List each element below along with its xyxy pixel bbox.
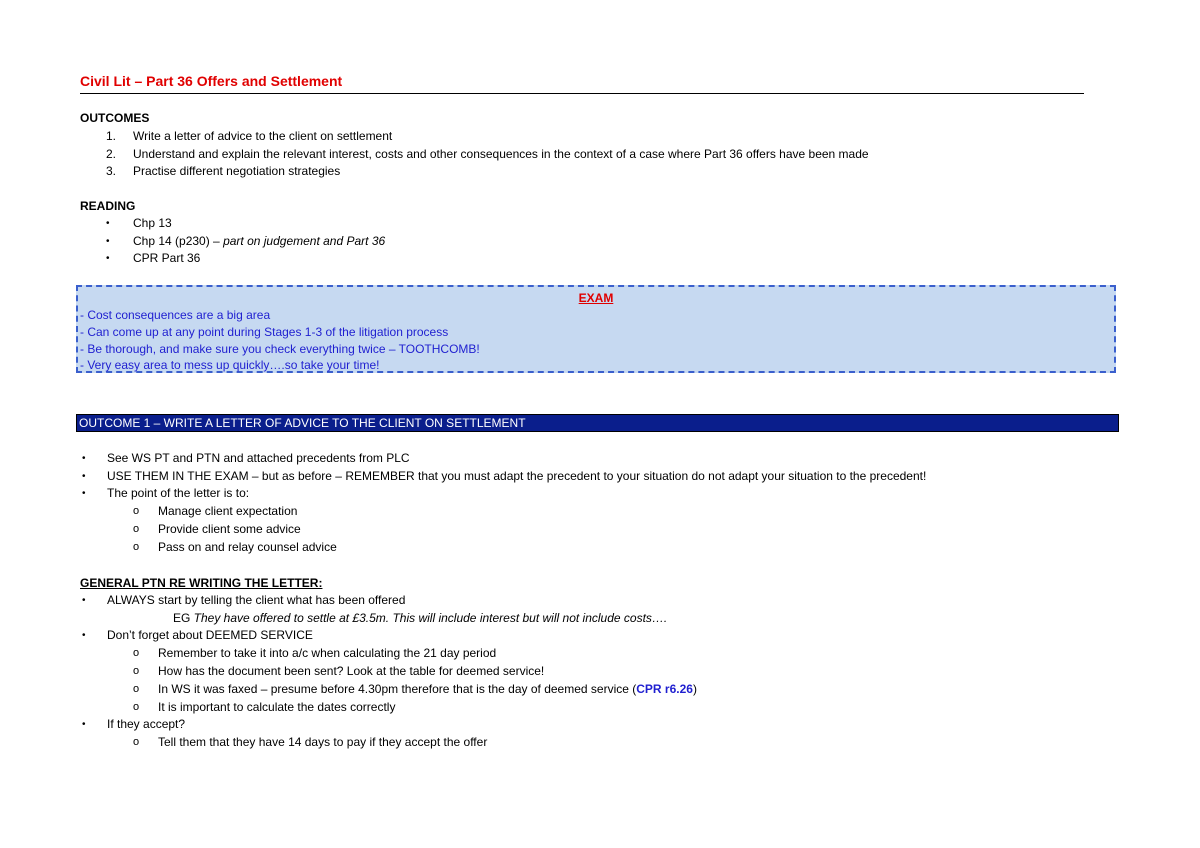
exam-callout [76, 285, 1116, 373]
general-point: Don’t forget about DEEMED SERVICE [107, 628, 313, 642]
outcome-1-banner: OUTCOME 1 – WRITE A LETTER OF ADVICE TO THE CLIENT ON SETTLEMENT [76, 414, 1119, 432]
outcome-item: Write a letter of advice to the client on settlement [133, 129, 393, 143]
outcome-1-point: USE THEM IN THE EXAM – but as before – REMEMBER that you must adapt the precedent to your situation do not adapt your situation to the precedent! [107, 469, 927, 483]
example-line: EG They have offered to settle at £3.5m. This will include interest but will not include costs…. [173, 611, 668, 625]
sub-bullet-glyph: o [133, 505, 140, 517]
exam-title: EXAM [578, 291, 614, 305]
bullet-glyph: • [82, 471, 86, 482]
page-title: Civil Lit – Part 36 Offers and Settlement [80, 73, 1084, 94]
outcome-item: Practise different negotiation strategies [133, 164, 341, 178]
bullet-glyph: • [106, 236, 110, 247]
exam-note: - Very easy area to mess up quickly….so take your time! [80, 358, 380, 372]
deemed-service-item: In WS it was faxed – presume before 4.30pm therefore that is the day of deemed service (CPR r6.26) [158, 682, 697, 696]
sub-bullet-glyph: o [133, 665, 140, 677]
bullet-glyph: • [82, 453, 86, 464]
sub-bullet-glyph: o [133, 683, 140, 695]
bullet-glyph: • [82, 488, 86, 499]
bullet-glyph: • [82, 595, 86, 606]
reading-item: Chp 14 (p230) – part on judgement and Part 36 [133, 234, 386, 248]
outcome-1-point: The point of the letter is to: [107, 486, 250, 500]
outcome-number: 3. [105, 164, 116, 178]
deemed-service-item: It is important to calculate the dates correctly [158, 700, 396, 714]
sub-bullet-glyph: o [133, 647, 140, 659]
bullet-glyph: • [82, 630, 86, 641]
acceptance-item: Tell them that they have 14 days to pay if they accept the offer [158, 735, 488, 749]
sub-bullet-glyph: o [133, 523, 140, 535]
exam-note: - Cost consequences are a big area [80, 308, 271, 322]
outcome-number: 2. [105, 147, 116, 161]
reading-heading: READING [80, 199, 136, 213]
sub-bullet-glyph: o [133, 736, 140, 748]
sub-bullet-glyph: o [133, 541, 140, 553]
outcome-item: Understand and explain the relevant interest, costs and other consequences in the context of a case where Part 36 offers have been made [133, 147, 869, 161]
bullet-glyph: • [82, 719, 86, 730]
letter-purpose-item: Provide client some advice [158, 522, 301, 536]
cpr-reference: CPR r6.26 [636, 682, 693, 696]
sub-bullet-glyph: o [133, 701, 140, 713]
deemed-service-item: Remember to take it into a/c when calculating the 21 day period [158, 646, 497, 660]
letter-purpose-item: Pass on and relay counsel advice [158, 540, 337, 554]
general-ptn-heading: GENERAL PTN RE WRITING THE LETTER: [80, 576, 323, 590]
bullet-glyph: • [106, 253, 110, 264]
bullet-glyph: • [106, 218, 110, 229]
outcome-1-point: See WS PT and PTN and attached precedents from PLC [107, 451, 410, 465]
reading-item: Chp 13 [133, 216, 172, 230]
outcomes-heading: OUTCOMES [80, 111, 150, 125]
exam-note: - Be thorough, and make sure you check everything twice – TOOTHCOMB! [80, 342, 480, 356]
letter-purpose-item: Manage client expectation [158, 504, 298, 518]
exam-note: - Can come up at any point during Stages 1-3 of the litigation process [80, 325, 449, 339]
general-point: ALWAYS start by telling the client what has been offered [107, 593, 406, 607]
outcome-number: 1. [105, 129, 116, 143]
deemed-service-item: How has the document been sent? Look at the table for deemed service! [158, 664, 545, 678]
reading-item: CPR Part 36 [133, 251, 201, 265]
general-point: If they accept? [107, 717, 186, 731]
